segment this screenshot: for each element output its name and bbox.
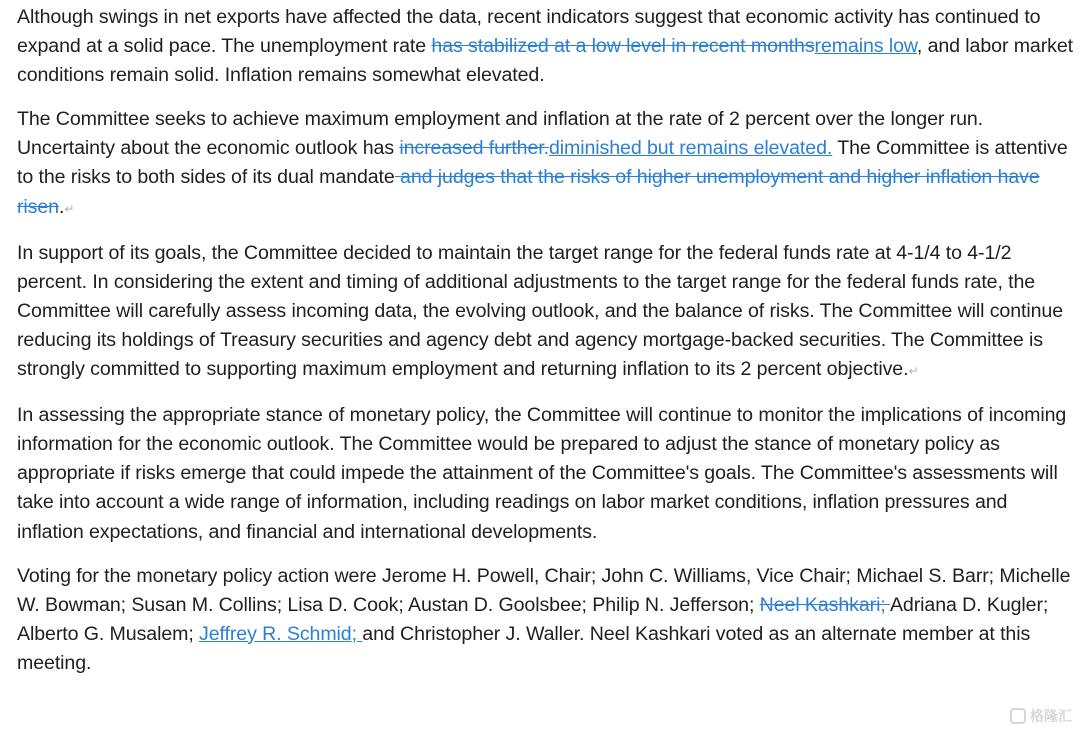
text-segment: In assessing the appropriate stance of monetary policy, the Committee will continue to monitor the implications of incoming information for the economic outlook. The Committee would be prepared to adjust the stance of monetary policy as appropriate if risks emerge that could impede the attainment of the Committee's goals. The Committee's assessments will take into account a wide range of information, including readings on labor market conditions, inflation pressures and inflation expectations, and financial and international developments.: [17, 404, 1067, 543]
paragraph-policy-decision: [17, 239, 1075, 386]
deleted-text: increased further.: [399, 137, 549, 160]
deleted-text: Neel Kashkari;: [759, 593, 890, 616]
paragraph-mark-icon: ↵: [64, 201, 75, 216]
text-segment: , and labor market conditions remain solid. Inflation remains somewhat elevated.: [17, 35, 1073, 87]
watermark-text: 格隆汇: [1030, 708, 1072, 724]
text-segment: The Committee is attentive to the risks to both sides of its dual mandate: [17, 137, 1068, 189]
paragraph-economic-activity: [17, 3, 1075, 90]
inserted-text: diminished but remains elevated.: [548, 137, 833, 160]
paragraph-policy-stance: [17, 401, 1075, 546]
gelonghui-logo-icon: [1010, 708, 1026, 724]
deleted-text: and judges that the risks of higher unemployment and higher inflation have risen: [17, 166, 1040, 218]
document-body: [17, 3, 1075, 693]
paragraph-committee-goals: [17, 105, 1075, 223]
text-segment: Voting for the monetary policy action were Jerome H. Powell, Chair; John C. Williams, Vice Chair; Michael S. Barr; Michelle W. Bowman; Susan M. Collins; Lisa D. Cook; Austan D. Goolsbee; Philip N. Jefferson;: [17, 564, 1071, 616]
inserted-text: remains low: [814, 35, 917, 58]
text-segment: The Committee seeks to achieve maximum employment and inflation at the rate of 2 percent over the longer run. Uncertainty about the economic outlook has: [17, 108, 984, 160]
text-segment: .: [58, 195, 65, 218]
paragraph-mark-icon: ↵: [908, 364, 919, 379]
text-segment: Adriana D. Kugler; Alberto G. Musalem;: [17, 593, 1049, 645]
watermark: [1010, 706, 1072, 726]
inserted-text: Jeffrey R. Schmid;: [199, 622, 363, 645]
text-segment: and Christopher J. Waller. Neel Kashkari voted as an alternate member at this meeting.: [17, 622, 1031, 674]
text-segment: In support of its goals, the Committee decided to maintain the target range for the federal funds rate at 4-1/4 to 4-1/2 percent. In considering the extent and timing of additional adjustments to the target range for the federal funds rate, the Committee will carefully assess incoming data, the evolving outlook, and the balance of risks. The Committee will continue reducing its holdings of Treasury securities and agency debt and agency mortgage-backed securities. The Committee is strongly committed to supporting maximum employment and returning inflation to its 2 percent objective.: [17, 241, 1064, 381]
paragraph-voting: [17, 562, 1075, 678]
text-segment: Although swings in net exports have affected the data, recent indicators suggest that economic activity has continued to expand at a solid pace. The unemployment rate: [17, 6, 1041, 58]
deleted-text: has stabilized at a low level in recent months: [431, 35, 815, 58]
